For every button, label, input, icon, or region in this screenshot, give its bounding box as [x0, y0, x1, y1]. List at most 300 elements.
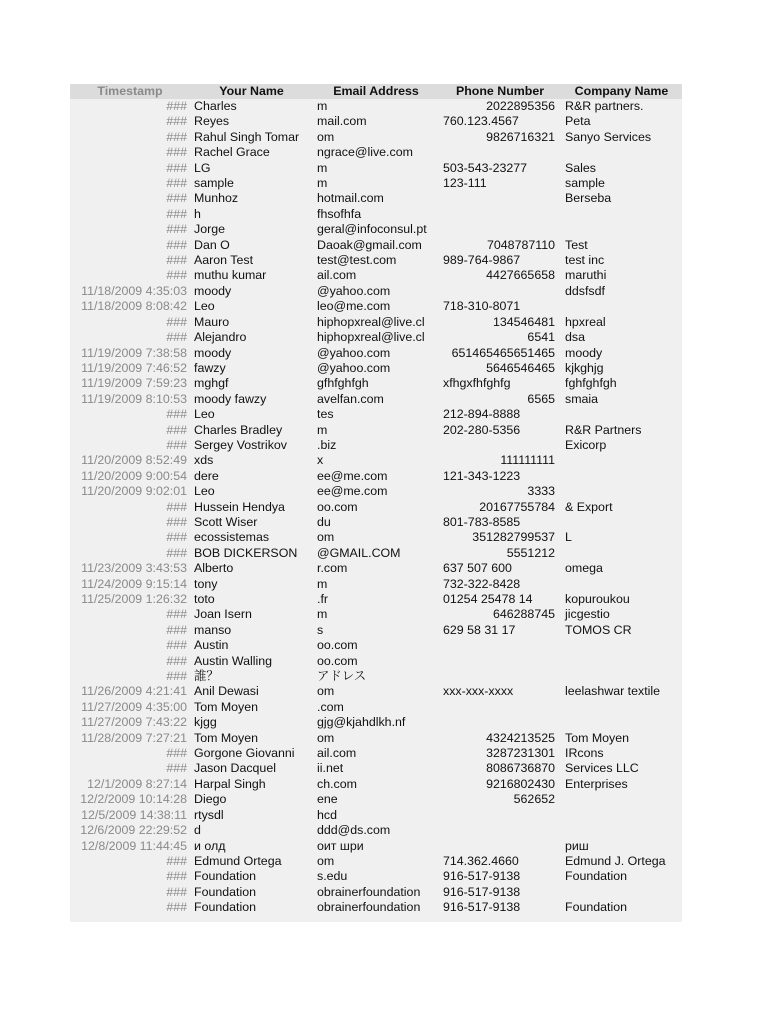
cell-timestamp[interactable]: 12/8/2009 11:44:45 [81, 838, 187, 853]
cell-email[interactable]: s [317, 622, 324, 637]
table-row [70, 99, 682, 114]
cell-timestamp[interactable]: 11/25/2009 1:26:32 [81, 592, 187, 606]
cell-phone[interactable]: 651465465651465 [451, 345, 555, 360]
cell-phone[interactable]: 916-517-9138 [443, 900, 521, 915]
cell-email[interactable]: @yahoo.com [317, 345, 391, 360]
cell-timestamp[interactable]: ### [166, 314, 187, 329]
table-row [70, 330, 682, 345]
cell-email[interactable]: obrainerfoundation [317, 900, 421, 915]
cell-timestamp[interactable]: ### [166, 407, 187, 422]
cell-company[interactable] [561, 407, 682, 422]
cell-email[interactable]: ddd@ds.com [317, 823, 391, 838]
cell-name[interactable]: Aaron Test [194, 253, 254, 268]
cell-name[interactable]: Diego [194, 792, 227, 807]
cell-company[interactable] [561, 145, 682, 160]
cell-email[interactable]: ail.com [317, 746, 357, 761]
cell-phone[interactable]: 6541 [527, 330, 555, 345]
cell-email[interactable]: mail.com [317, 114, 367, 129]
cell-company[interactable]: IRcons [565, 746, 604, 761]
table-row [70, 561, 682, 576]
cell-timestamp[interactable]: ### [166, 129, 187, 144]
cell-timestamp[interactable]: ### [166, 622, 187, 637]
cell-timestamp[interactable]: 11/28/2009 7:27:21 [81, 730, 187, 745]
cell-company[interactable] [561, 823, 682, 838]
cell-name[interactable]: и олд [194, 838, 226, 853]
header-phone[interactable]: Phone Number [439, 84, 561, 99]
table-row [70, 731, 682, 746]
table-row [70, 423, 682, 438]
cell-phone[interactable]: 989-764-9867 [443, 253, 521, 268]
cell-timestamp[interactable]: ### [166, 545, 187, 560]
table-row [70, 222, 682, 237]
cell-name[interactable]: Rahul Singh Tomar [194, 129, 300, 144]
cell-timestamp[interactable]: ### [166, 638, 187, 653]
table-row [70, 299, 682, 314]
cell-timestamp[interactable]: ### [166, 514, 187, 529]
cell-phone[interactable]: 916-517-9138 [443, 869, 521, 884]
cell-timestamp[interactable]: 11/19/2009 8:10:53 [81, 391, 187, 406]
cell-name[interactable]: Scott Wiser [194, 514, 258, 529]
cell-timestamp[interactable]: 11/19/2009 7:46:52 [81, 360, 187, 375]
cell-phone[interactable]: 646288745 [492, 607, 555, 622]
cell-phone[interactable] [439, 207, 561, 222]
cell-company[interactable] [561, 715, 682, 730]
cell-name[interactable]: mghgf [194, 376, 229, 391]
cell-name[interactable]: d [194, 823, 201, 838]
cell-phone[interactable]: 760.123.4567 [443, 114, 519, 129]
cell-email[interactable]: oo.com [317, 653, 358, 668]
cell-timestamp[interactable]: ### [166, 884, 187, 899]
cell-phone[interactable]: 637 507 600 [443, 561, 512, 576]
cell-email[interactable]: s.edu [317, 869, 348, 884]
cell-email[interactable]: ee@me.com [317, 484, 388, 499]
cell-timestamp[interactable]: 11/18/2009 4:35:03 [81, 283, 187, 298]
cell-phone[interactable]: 134546481 [492, 314, 555, 329]
cell-company[interactable]: kopuroukou [565, 592, 630, 606]
cell-name[interactable]: dere [194, 468, 219, 483]
cell-company[interactable]: Sales [565, 160, 596, 175]
cell-timestamp[interactable]: ### [166, 499, 187, 514]
cell-timestamp[interactable]: ### [166, 869, 187, 884]
cell-name[interactable]: Sergey Vostrikov [194, 437, 287, 452]
cell-phone[interactable]: 916-517-9138 [443, 884, 521, 899]
cell-company[interactable] [561, 299, 682, 314]
cell-company[interactable] [561, 515, 682, 530]
cell-timestamp[interactable]: ### [166, 900, 187, 915]
cell-name[interactable]: Rachel Grace [194, 145, 270, 160]
cell-company[interactable] [561, 484, 682, 499]
cell-email[interactable]: om [317, 684, 335, 699]
cell-name[interactable]: ecossistemas [194, 530, 270, 545]
cell-timestamp[interactable]: 11/26/2009 4:21:41 [81, 684, 187, 699]
cell-email[interactable]: r.com [317, 561, 348, 576]
cell-phone[interactable]: 20167755784 [479, 499, 555, 514]
cell-phone[interactable]: 2022895356 [486, 99, 555, 113]
cell-phone[interactable]: 7048787110 [487, 237, 555, 252]
cell-timestamp[interactable]: 11/27/2009 4:35:00 [81, 699, 187, 714]
cell-company[interactable]: Berseba [565, 191, 612, 206]
cell-company[interactable] [561, 885, 682, 900]
cell-name[interactable]: Charles [194, 99, 237, 113]
cell-email[interactable]: x [317, 453, 324, 468]
table-row [70, 361, 682, 376]
header-timestamp[interactable]: Timestamp [70, 84, 190, 99]
cell-phone[interactable] [439, 222, 561, 237]
cell-email[interactable]: hiphopxreal@live.cl [317, 314, 425, 329]
cell-phone[interactable]: 801-783-8585 [443, 514, 521, 529]
cell-timestamp[interactable]: ### [166, 853, 187, 868]
cell-phone[interactable] [439, 284, 561, 299]
cell-company[interactable]: jicgestio [565, 607, 610, 622]
cell-company[interactable]: Foundation [565, 869, 628, 884]
cell-name[interactable]: Hussein Hendya [194, 499, 285, 514]
cell-timestamp[interactable]: ### [166, 114, 187, 129]
cell-name[interactable]: Mauro [194, 314, 230, 329]
cell-phone[interactable]: 9826716321 [486, 129, 555, 144]
cell-name[interactable]: Foundation [194, 869, 257, 884]
cell-company[interactable]: smaia [565, 391, 599, 406]
cell-name[interactable]: h [194, 206, 201, 221]
cell-company[interactable]: Test [565, 237, 588, 252]
cell-name[interactable]: Gorgone Giovanni [194, 746, 295, 761]
cell-phone[interactable]: 503-543-23277 [443, 160, 528, 175]
cell-name[interactable]: Harpal Singh [194, 776, 266, 791]
cell-phone[interactable]: 8086736870 [486, 761, 555, 776]
cell-phone[interactable] [439, 638, 561, 653]
cell-email[interactable]: @yahoo.com [317, 283, 391, 298]
cell-email[interactable]: .com [317, 699, 344, 714]
contacts-table [70, 84, 682, 916]
cell-company[interactable] [561, 654, 682, 669]
cell-company[interactable]: sample [565, 176, 605, 191]
cell-email[interactable]: hcd [317, 807, 337, 822]
cell-email[interactable]: gjg@kjahdlkh.nf [317, 715, 406, 730]
table-row [70, 792, 682, 807]
cell-email[interactable]: hotmail.com [317, 191, 384, 206]
table-row [70, 900, 682, 915]
cell-email[interactable]: leo@me.com [317, 299, 391, 314]
cell-timestamp[interactable]: 11/18/2009 8:08:42 [81, 299, 187, 314]
cell-name[interactable]: muthu kumar [194, 268, 267, 283]
cell-phone[interactable]: 212-894-8888 [443, 407, 521, 422]
cell-phone[interactable]: 111111111 [500, 453, 555, 468]
cell-company[interactable] [561, 700, 682, 715]
cell-name[interactable]: Austin Walling [194, 653, 273, 668]
cell-phone[interactable]: 351282799537 [472, 530, 555, 545]
cell-email[interactable]: m [317, 576, 328, 591]
cell-email[interactable]: om [317, 730, 335, 745]
cell-phone[interactable]: 01254 25478 14 [443, 592, 533, 606]
cell-company[interactable] [561, 792, 682, 807]
cell-email[interactable]: m [317, 607, 328, 622]
cell-phone[interactable]: 5551212 [506, 545, 555, 560]
header-company[interactable]: Company Name [561, 84, 682, 99]
cell-email[interactable]: ii.net [317, 761, 344, 776]
cell-company[interactable]: & Export [565, 499, 613, 514]
cell-phone[interactable]: 202-280-5356 [443, 422, 521, 437]
cell-name[interactable]: Alejandro [194, 330, 247, 345]
cell-company[interactable]: TOMOS CR [565, 622, 632, 637]
table-row [70, 839, 682, 854]
cell-timestamp[interactable]: 11/20/2009 8:52:49 [81, 453, 187, 468]
cell-name[interactable]: Foundation [194, 884, 257, 899]
cell-phone[interactable] [439, 654, 561, 669]
cell-phone[interactable] [439, 715, 561, 730]
cell-name[interactable]: tony [194, 576, 218, 591]
cell-phone[interactable]: 629 58 31 17 [443, 622, 516, 637]
cell-email[interactable]: ail.com [317, 268, 357, 283]
cell-email[interactable]: om [317, 129, 335, 144]
cell-phone[interactable] [439, 191, 561, 206]
cell-name[interactable]: Alberto [194, 561, 234, 576]
cell-name[interactable]: Jorge [194, 222, 225, 237]
cell-name[interactable]: moody [194, 345, 232, 360]
cell-company[interactable]: kjkghjg [565, 360, 604, 375]
cell-timestamp[interactable]: ### [166, 176, 187, 191]
cell-company[interactable]: риш [565, 838, 589, 853]
cell-company[interactable]: hpxreal [565, 314, 606, 329]
cell-name[interactable]: toto [194, 592, 215, 606]
cell-name[interactable]: LG [194, 160, 211, 175]
table-row [70, 546, 682, 561]
cell-phone[interactable]: 562652 [513, 792, 555, 807]
cell-email[interactable]: оит шри [317, 838, 364, 853]
cell-phone[interactable]: 718-310-8071 [443, 299, 521, 314]
cell-email[interactable]: m [317, 160, 328, 175]
cell-name[interactable]: moody fawzy [194, 391, 267, 406]
cell-company[interactable]: Exicorp [565, 437, 607, 452]
cell-email[interactable]: tes [317, 407, 334, 422]
cell-email[interactable]: fhsofhfa [317, 206, 362, 221]
cell-company[interactable] [561, 577, 682, 592]
cell-email[interactable]: om [317, 530, 335, 545]
cell-timestamp[interactable]: ### [166, 222, 187, 237]
cell-name[interactable]: Leo [194, 407, 215, 422]
cell-phone[interactable]: 3333 [527, 484, 555, 499]
cell-name[interactable]: Leo [194, 484, 215, 499]
cell-phone[interactable] [439, 438, 561, 453]
cell-company[interactable] [561, 546, 682, 561]
cell-timestamp[interactable]: 12/2/2009 10:14:28 [80, 792, 187, 807]
cell-company[interactable] [561, 222, 682, 237]
cell-timestamp[interactable]: ### [166, 669, 187, 684]
cell-company[interactable]: Services LLC [565, 761, 639, 776]
cell-timestamp[interactable]: ### [166, 99, 187, 113]
table-row [70, 500, 682, 515]
cell-timestamp[interactable]: 12/5/2009 14:38:11 [81, 807, 187, 822]
cell-timestamp[interactable]: 11/20/2009 9:00:54 [81, 468, 187, 483]
cell-timestamp[interactable]: ### [166, 330, 187, 345]
cell-name[interactable]: kjgg [194, 715, 217, 730]
table-row [70, 869, 682, 884]
cell-company[interactable]: Sanyo Services [565, 129, 652, 144]
table-row [70, 700, 682, 715]
cell-name[interactable]: moody [194, 283, 232, 298]
cell-timestamp[interactable]: ### [166, 530, 187, 545]
cell-timestamp[interactable]: ### [166, 206, 187, 221]
cell-email[interactable]: @GMAIL.COM [317, 545, 401, 560]
cell-timestamp[interactable]: 11/23/2009 3:43:53 [81, 561, 187, 576]
cell-email[interactable]: @yahoo.com [317, 360, 391, 375]
cell-name[interactable]: BOB DICKERSON [194, 545, 298, 560]
cell-name[interactable]: Austin [194, 638, 229, 653]
table-row [70, 469, 682, 484]
cell-phone[interactable]: 6565 [527, 391, 555, 406]
cell-name[interactable]: manso [194, 622, 232, 637]
cell-company[interactable]: Foundation [565, 900, 628, 915]
cell-timestamp[interactable]: ### [166, 145, 187, 160]
cell-email[interactable]: ee@me.com [317, 468, 388, 483]
cell-phone[interactable]: 714.362.4660 [443, 853, 519, 868]
cell-company[interactable]: L [565, 530, 572, 545]
cell-company[interactable] [561, 207, 682, 222]
cell-name[interactable]: Dan O [194, 237, 230, 252]
cell-timestamp[interactable]: 11/24/2009 9:15:14 [81, 576, 187, 591]
cell-email[interactable]: ch.com [317, 776, 357, 791]
cell-timestamp[interactable]: ### [166, 761, 187, 776]
cell-timestamp[interactable]: ### [166, 253, 187, 268]
cell-email[interactable]: ngrace@live.com [317, 145, 413, 160]
cell-email[interactable]: .biz [317, 437, 337, 452]
cell-email[interactable]: test@test.com [317, 253, 397, 268]
cell-email[interactable]: obrainerfoundation [317, 884, 421, 899]
cell-name[interactable]: Munhoz [194, 191, 239, 206]
table-row [70, 191, 682, 206]
table-row [70, 592, 682, 607]
cell-timestamp[interactable]: 11/20/2009 9:02:01 [81, 484, 187, 499]
table-row [70, 207, 682, 222]
table-row [70, 315, 682, 330]
cell-company[interactable]: Tom Moyen [565, 730, 630, 745]
cell-timestamp[interactable]: 11/27/2009 7:43:22 [81, 715, 187, 730]
cell-company[interactable] [561, 469, 682, 484]
table-body [70, 99, 682, 916]
cell-phone[interactable] [439, 669, 561, 684]
cell-name[interactable]: xds [194, 453, 214, 468]
cell-company[interactable] [561, 638, 682, 653]
cell-company[interactable]: R&R Partners [565, 422, 642, 437]
header-name[interactable]: Your Name [190, 84, 313, 99]
table-row [70, 376, 682, 391]
cell-phone[interactable]: 732-322-8428 [443, 576, 521, 591]
cell-company[interactable]: fghfghfgh [565, 376, 617, 391]
cell-email[interactable]: アドレス [317, 669, 367, 684]
cell-name[interactable]: Anil Dewasi [194, 684, 259, 699]
cell-phone[interactable] [439, 145, 561, 160]
cell-email[interactable]: om [317, 853, 335, 868]
cell-company[interactable]: dsa [565, 330, 585, 345]
cell-email[interactable]: oo.com [317, 499, 358, 514]
cell-company[interactable]: leelashwar textile [565, 684, 661, 699]
cell-phone[interactable]: 4427665658 [486, 268, 555, 283]
cell-company[interactable]: R&R partners. [565, 99, 644, 113]
cell-email[interactable]: m [317, 176, 328, 191]
cell-email[interactable]: gfhfghfgh [317, 376, 369, 391]
table-row [70, 777, 682, 792]
cell-phone[interactable]: 121-343-1223 [443, 468, 521, 483]
table-row [70, 607, 682, 622]
cell-timestamp[interactable]: ### [166, 237, 187, 252]
cell-company[interactable]: omega [565, 561, 603, 576]
cell-email[interactable]: Daoak@gmail.com [317, 237, 422, 252]
cell-phone[interactable]: 9216802430 [486, 776, 555, 791]
cell-company[interactable]: maruthi [565, 268, 607, 283]
cell-timestamp[interactable]: ### [166, 607, 187, 622]
cell-phone[interactable]: xxx-xxx-xxxx [443, 684, 514, 699]
cell-email[interactable]: oo.com [317, 638, 358, 653]
cell-company[interactable]: moody [565, 345, 603, 360]
cell-email[interactable]: avelfan.com [317, 391, 384, 406]
cell-timestamp[interactable]: 11/19/2009 7:59:23 [81, 376, 187, 391]
cell-timestamp[interactable]: 12/1/2009 8:27:14 [87, 776, 187, 791]
table-row [70, 392, 682, 407]
cell-company[interactable] [561, 453, 682, 468]
cell-phone[interactable] [439, 823, 561, 838]
cell-phone[interactable] [439, 700, 561, 715]
cell-phone[interactable]: xfhgxfhfghfg [443, 376, 511, 391]
cell-name[interactable]: Jason Dacquel [194, 761, 276, 776]
cell-name[interactable]: Foundation [194, 900, 257, 915]
cell-name[interactable]: 誰？ [194, 669, 219, 684]
header-row [70, 84, 682, 99]
cell-phone[interactable]: 3287231301 [486, 746, 555, 761]
cell-timestamp[interactable]: ### [166, 191, 187, 206]
cell-timestamp[interactable]: ### [166, 268, 187, 283]
header-email[interactable]: Email Address [313, 84, 439, 99]
cell-phone[interactable]: 123-111 [443, 176, 487, 191]
cell-company[interactable]: Edmund J. Ortega [565, 853, 666, 868]
cell-name[interactable]: fawzy [194, 360, 226, 375]
cell-timestamp[interactable]: ### [166, 746, 187, 761]
cell-phone[interactable] [439, 808, 561, 823]
cell-company[interactable]: Enterprises [565, 776, 628, 791]
cell-name[interactable]: Edmund Ortega [194, 853, 282, 868]
cell-timestamp[interactable]: 11/19/2009 7:38:58 [81, 345, 187, 360]
cell-email[interactable]: hiphopxreal@live.cl [317, 330, 425, 345]
cell-name[interactable]: Charles Bradley [194, 422, 283, 437]
table-row [70, 885, 682, 900]
cell-company[interactable] [561, 808, 682, 823]
cell-timestamp[interactable]: ### [166, 422, 187, 437]
cell-name[interactable]: Joan Isern [194, 607, 252, 622]
cell-company[interactable]: test inc [565, 253, 605, 268]
cell-email[interactable]: ene [317, 792, 338, 807]
cell-company[interactable] [561, 669, 682, 684]
cell-company[interactable]: ddsfsdf [565, 283, 605, 298]
table-row [70, 114, 682, 129]
cell-phone[interactable] [439, 839, 561, 854]
cell-email[interactable]: geral@infoconsul.pt [317, 222, 427, 237]
table-row [70, 438, 682, 453]
cell-phone[interactable]: 5646546465 [486, 360, 555, 375]
cell-name[interactable]: Reyes [194, 114, 230, 129]
cell-email[interactable]: m [317, 99, 328, 113]
cell-company[interactable]: Peta [565, 114, 591, 129]
cell-phone[interactable]: 4324213525 [486, 730, 555, 745]
cell-name[interactable]: Tom Moyen [194, 699, 259, 714]
cell-name[interactable]: Tom Moyen [194, 730, 259, 745]
cell-name[interactable]: rtysdl [194, 807, 224, 822]
cell-email[interactable]: m [317, 422, 328, 437]
cell-name[interactable]: Leo [194, 299, 215, 314]
cell-timestamp[interactable]: 12/6/2009 22:29:52 [80, 823, 187, 838]
cell-timestamp[interactable]: ### [166, 653, 187, 668]
cell-timestamp[interactable]: ### [166, 437, 187, 452]
cell-email[interactable]: .fr [317, 592, 329, 606]
cell-timestamp[interactable]: ### [166, 160, 187, 175]
cell-email[interactable]: du [317, 514, 331, 529]
cell-name[interactable]: sample [194, 176, 234, 191]
